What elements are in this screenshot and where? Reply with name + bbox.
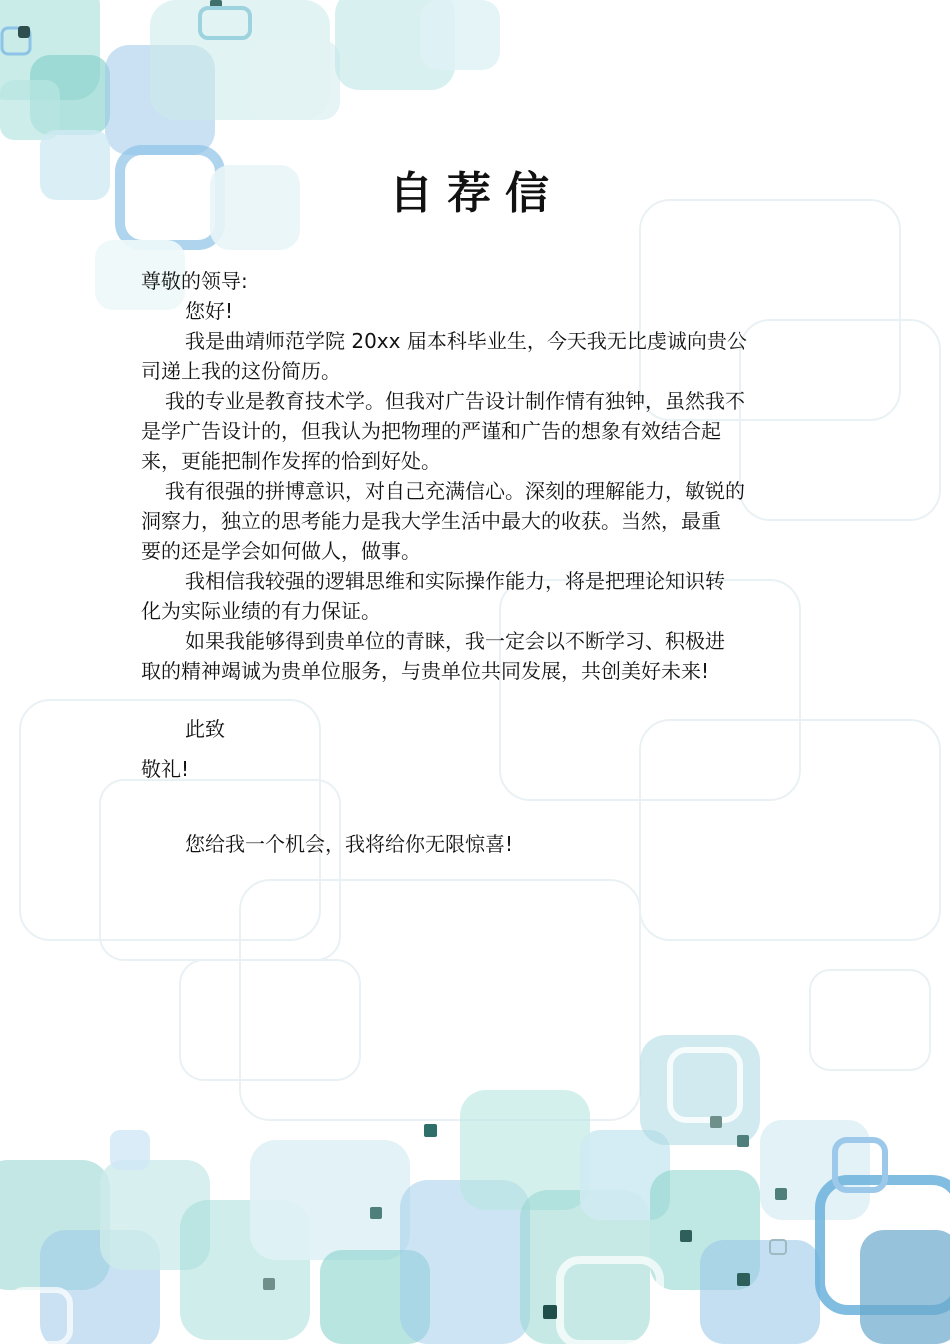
postscript: 您给我一个机会，我将给你无限惊喜! <box>185 832 514 856</box>
greeting: 您好! <box>185 299 234 323</box>
letter-body <box>141 266 811 686</box>
closing-zhizhi: 此致 <box>185 717 225 741</box>
closing-jingli: 敬礼! <box>141 757 190 781</box>
paragraph-3 <box>141 476 811 566</box>
paragraph-line: 要的还是学会如何做人，做事。 <box>141 539 421 563</box>
paragraph-line: 是学广告设计的，但我认为把物理的严谨和广告的想象有效结合起 <box>141 419 721 443</box>
paragraph-line: 我是曲靖师范学院 20xx 届本科毕业生，今天我无比虔诚向贵公 <box>185 329 747 353</box>
paragraph-line: 我有很强的拼博意识，对自己充满信心。深刻的理解能力，敏锐的 <box>165 479 745 503</box>
paragraph-line: 我的专业是教育技术学。但我对广告设计制作情有独钟，虽然我不 <box>165 389 745 413</box>
paragraph-line: 司递上我的这份简历。 <box>141 359 341 383</box>
paragraph-line: 如果我能够得到贵单位的青睐，我一定会以不断学习、积极进 <box>185 629 725 653</box>
paragraph-line: 取的精神竭诚为贵单位服务，与贵单位共同发展，共创美好未来! <box>141 659 710 683</box>
paragraph-4 <box>141 566 811 626</box>
paragraph-line: 化为实际业绩的有力保证。 <box>141 599 381 623</box>
salutation: 尊敬的领导: <box>141 269 248 293</box>
page-title: 自荐信 <box>389 168 563 219</box>
paragraph-line: 我相信我较强的逻辑思维和实际操作能力，将是把理论知识转 <box>185 569 725 593</box>
letter-page <box>141 0 811 1344</box>
paragraph-line: 洞察力，独立的思考能力是我大学生活中最大的收获。当然，最重 <box>141 509 721 533</box>
paragraph-1 <box>141 326 811 386</box>
paragraph-line: 来，更能把制作发挥的恰到好处。 <box>141 449 441 473</box>
paragraph-2 <box>141 386 811 476</box>
paragraph-5 <box>141 626 811 686</box>
